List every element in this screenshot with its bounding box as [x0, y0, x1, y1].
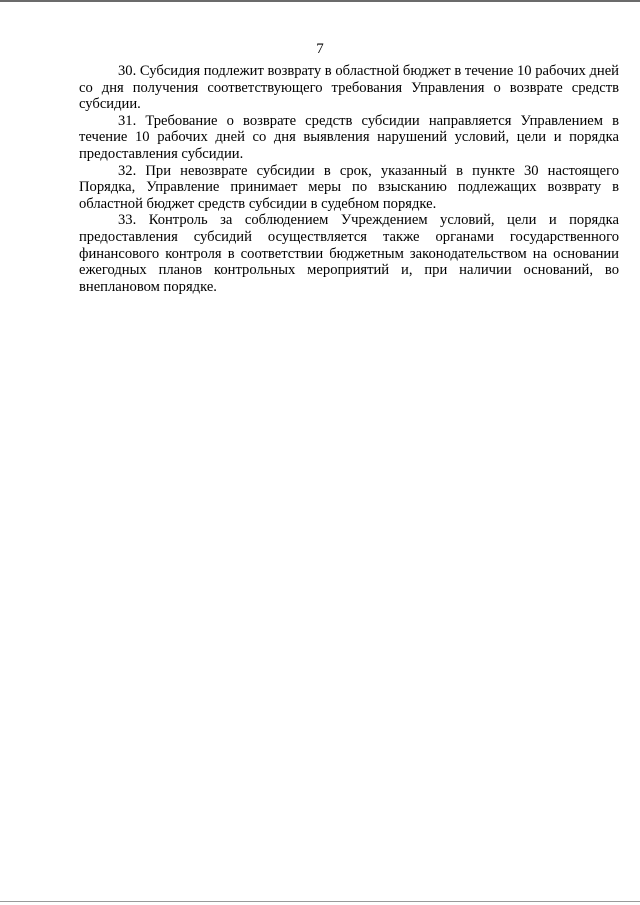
page-number: 7 — [316, 41, 324, 57]
paragraph-30: 30. Субсидия подлежит возврату в областной бюджет в течение 10 рабочих дней со дня получения соответствующего требования Управления о возврате средств субсидии. — [79, 63, 619, 113]
bottom-scan-edge — [0, 901, 640, 902]
document-body — [79, 63, 619, 295]
paragraph-33: 33. Контроль за соблюдением Учреждением условий, цели и порядка предоставления субсидий осуществляется также органами государственного финансового контроля в соответствии бюджетным законодательством на основании ежегодных планов контрольных мероприятий и, при наличии оснований, во внеплановом порядке. — [79, 212, 619, 295]
paragraph-32: 32. При невозврате субсидии в срок, указанный в пункте 30 настоящего Порядка, Управление принимает меры по взысканию подлежащих возврату в областной бюджет средств субсидии в судебном порядке. — [79, 162, 619, 212]
paragraph-31: 31. Требование о возврате средств субсидии направляется Управлением в течение 10 рабочих дней со дня выявления нарушений условий, цели и порядка предоставления субсидии. — [79, 112, 619, 162]
top-scan-edge — [0, 0, 640, 2]
